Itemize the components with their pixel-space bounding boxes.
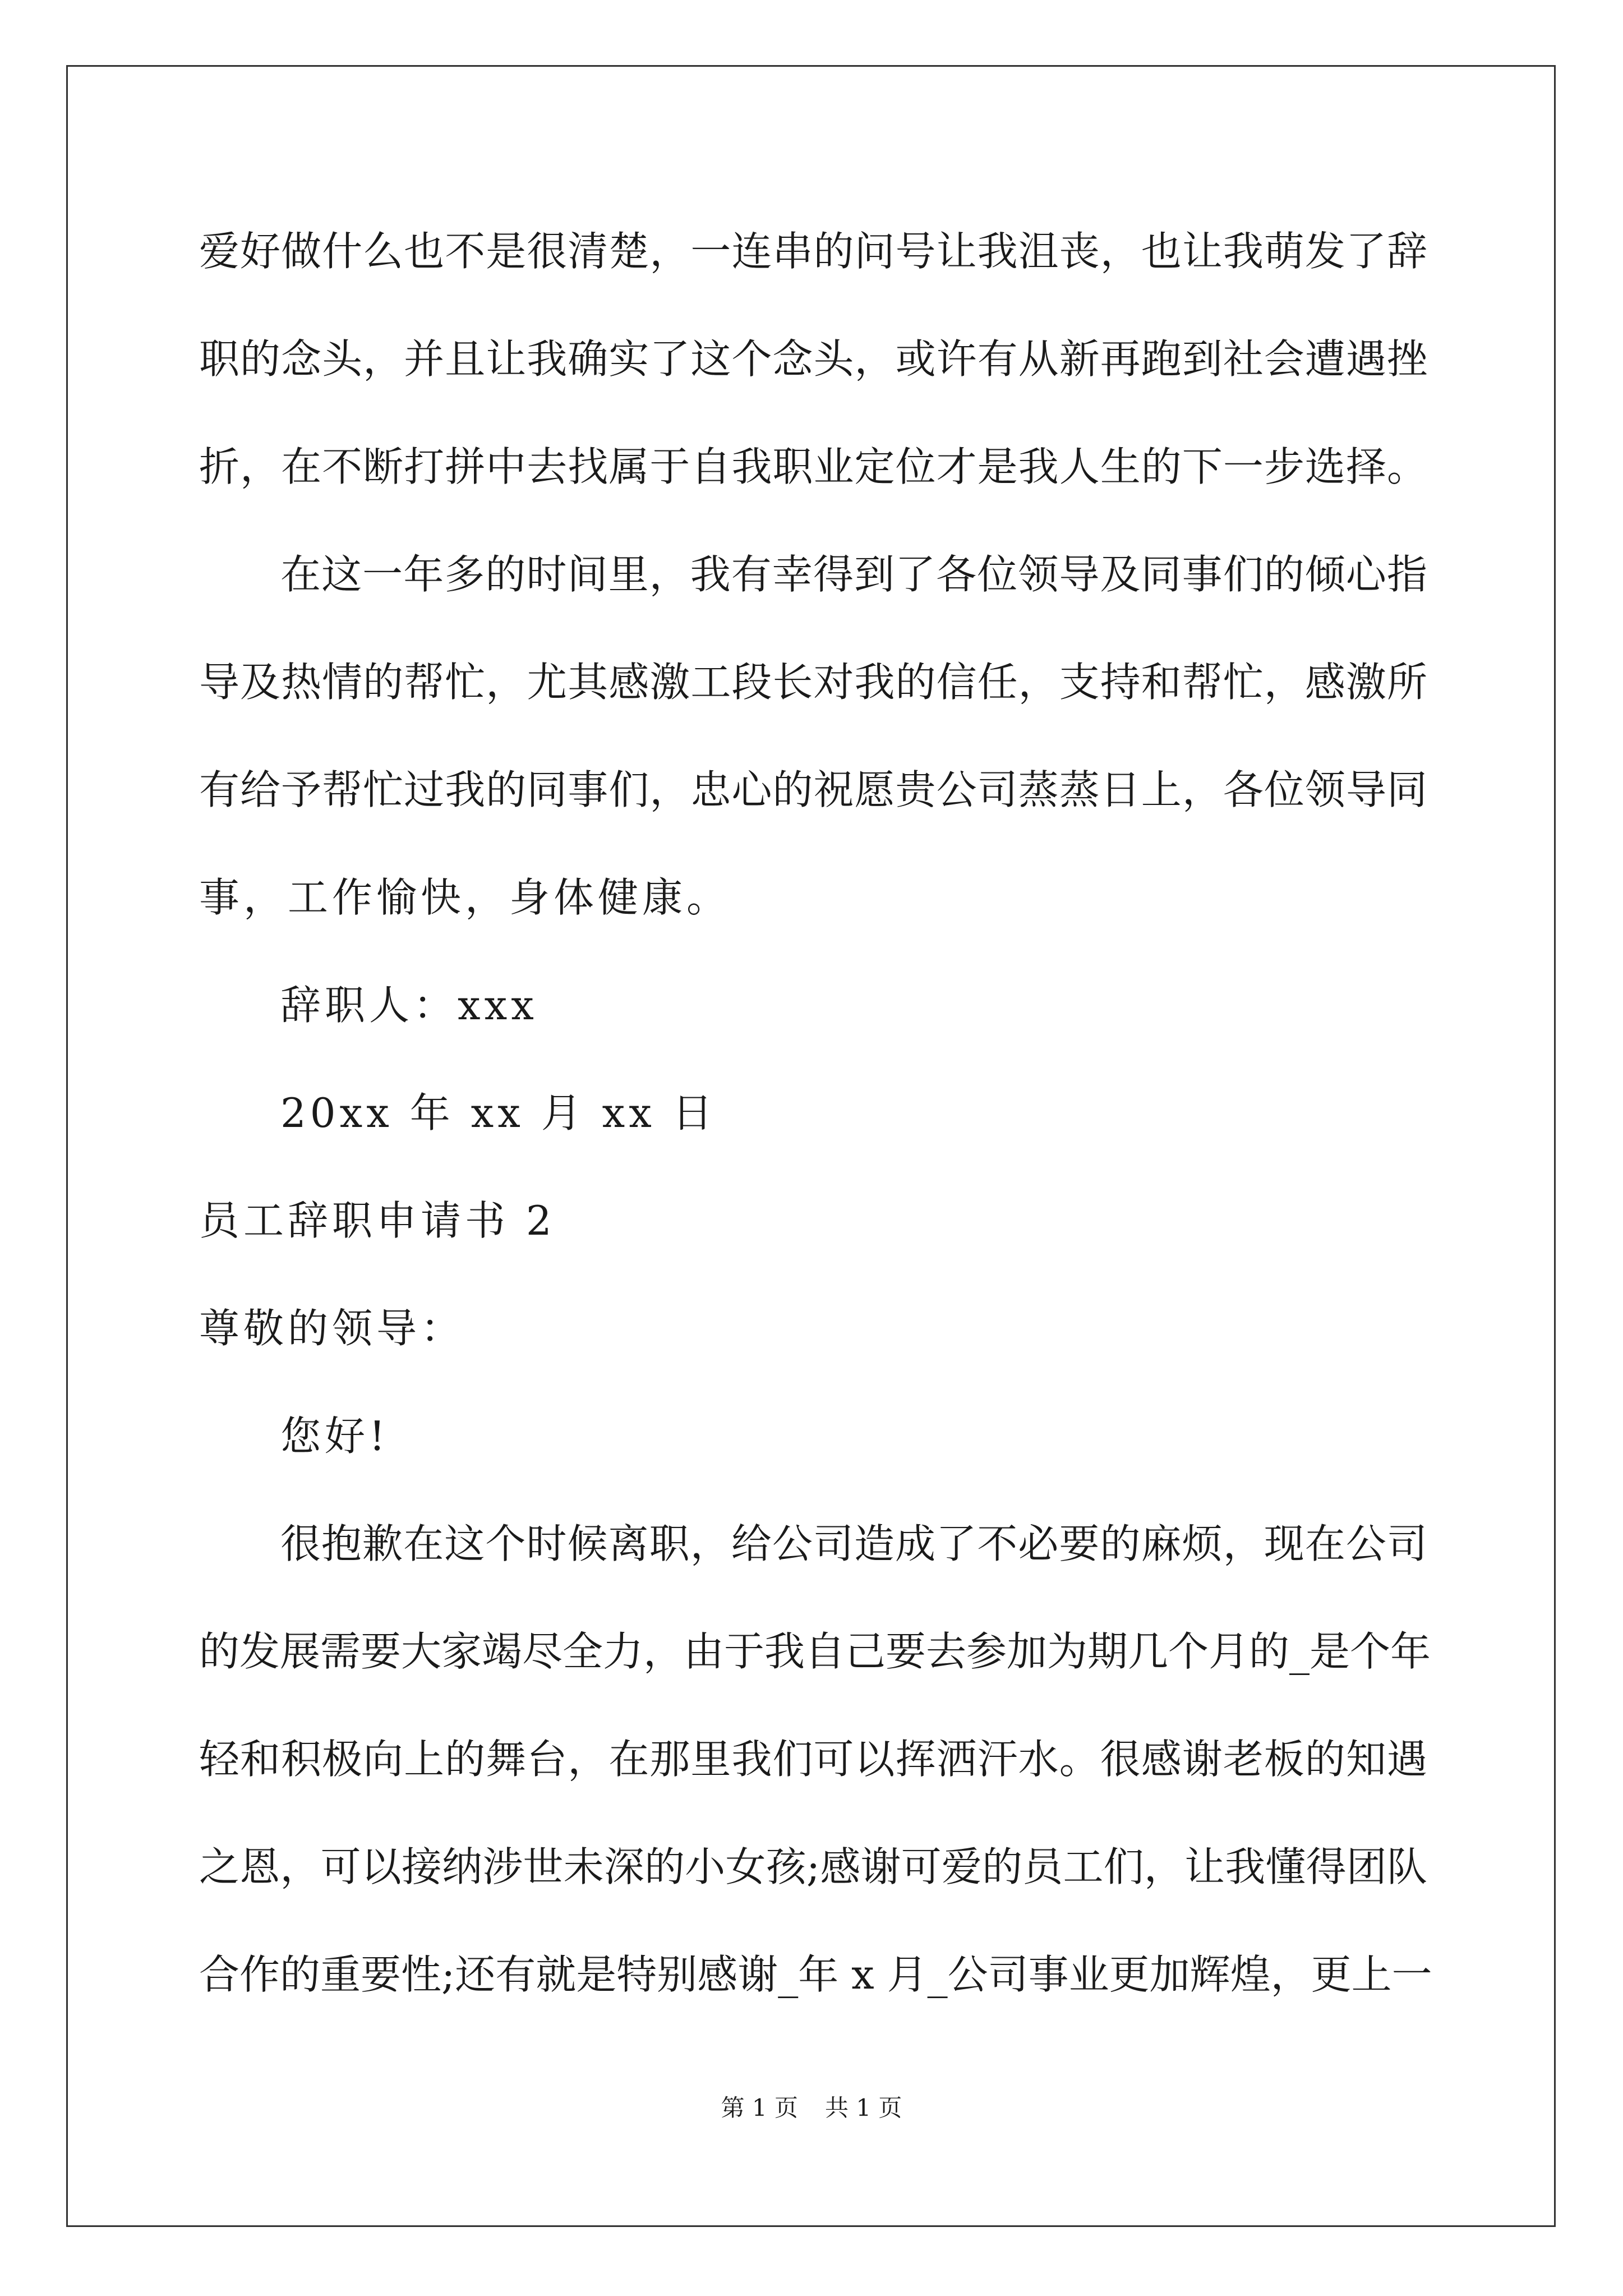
paragraph-line: 合作的重要性;还有就是特别感谢_年 x 月_公司事业更加辉煌，更上一 [199,1951,1432,1998]
page-total: 共 1 页 [825,2094,902,2122]
date: 20xx 年 xx 月 xx 日 [280,1089,717,1137]
paragraph-line: 轻和积极向上的舞台，在那里我们可以挥洒汗水。很感谢老板的知遇 [199,1736,1427,1783]
section-title: 员工辞职申请书 2 [199,1197,556,1244]
paragraph-line: 导及热情的帮忙，尤其感激工段长对我的信任，支持和帮忙，感激所 [199,659,1427,706]
paragraph-line: 很抱歉在这个时候离职，给公司造成了不必要的麻烦，现在公司 [280,1520,1427,1567]
signature: 辞职人：xxx [280,982,538,1029]
paragraph-line: 事，工作愉快，身体健康。 [199,874,731,921]
page-footer [0,2092,1623,2124]
page-border [66,65,1556,2227]
paragraph-line: 之恩，可以接纳涉世未深的小女孩;感谢可爱的员工们，让我懂得团队 [199,1843,1427,1890]
paragraph-line: 在这一年多的时间里，我有幸得到了各位领导及同事们的倾心指 [280,551,1427,598]
salutation: 尊敬的领导： [199,1305,465,1352]
paragraph-line: 爱好做什么也不是很清楚，一连串的问号让我沮丧，也让我萌发了辞 [199,228,1427,275]
greeting: 您好! [280,1412,389,1460]
paragraph-line: 折，在不断打拼中去找属于自我职业定位才是我人生的下一步选择。 [199,443,1427,490]
page-number: 第 1 页 [721,2094,798,2122]
paragraph-line: 职的念头，并且让我确实了这个念头，或许有从新再跑到社会遭遇挫 [199,335,1427,383]
paragraph-line: 有给予帮忙过我的同事们，忠心的祝愿贵公司蒸蒸日上，各位领导同 [199,766,1427,813]
paragraph-line: 的发展需要大家竭尽全力，由于我自己要去参加为期几个月的_是个年 [199,1628,1431,1675]
